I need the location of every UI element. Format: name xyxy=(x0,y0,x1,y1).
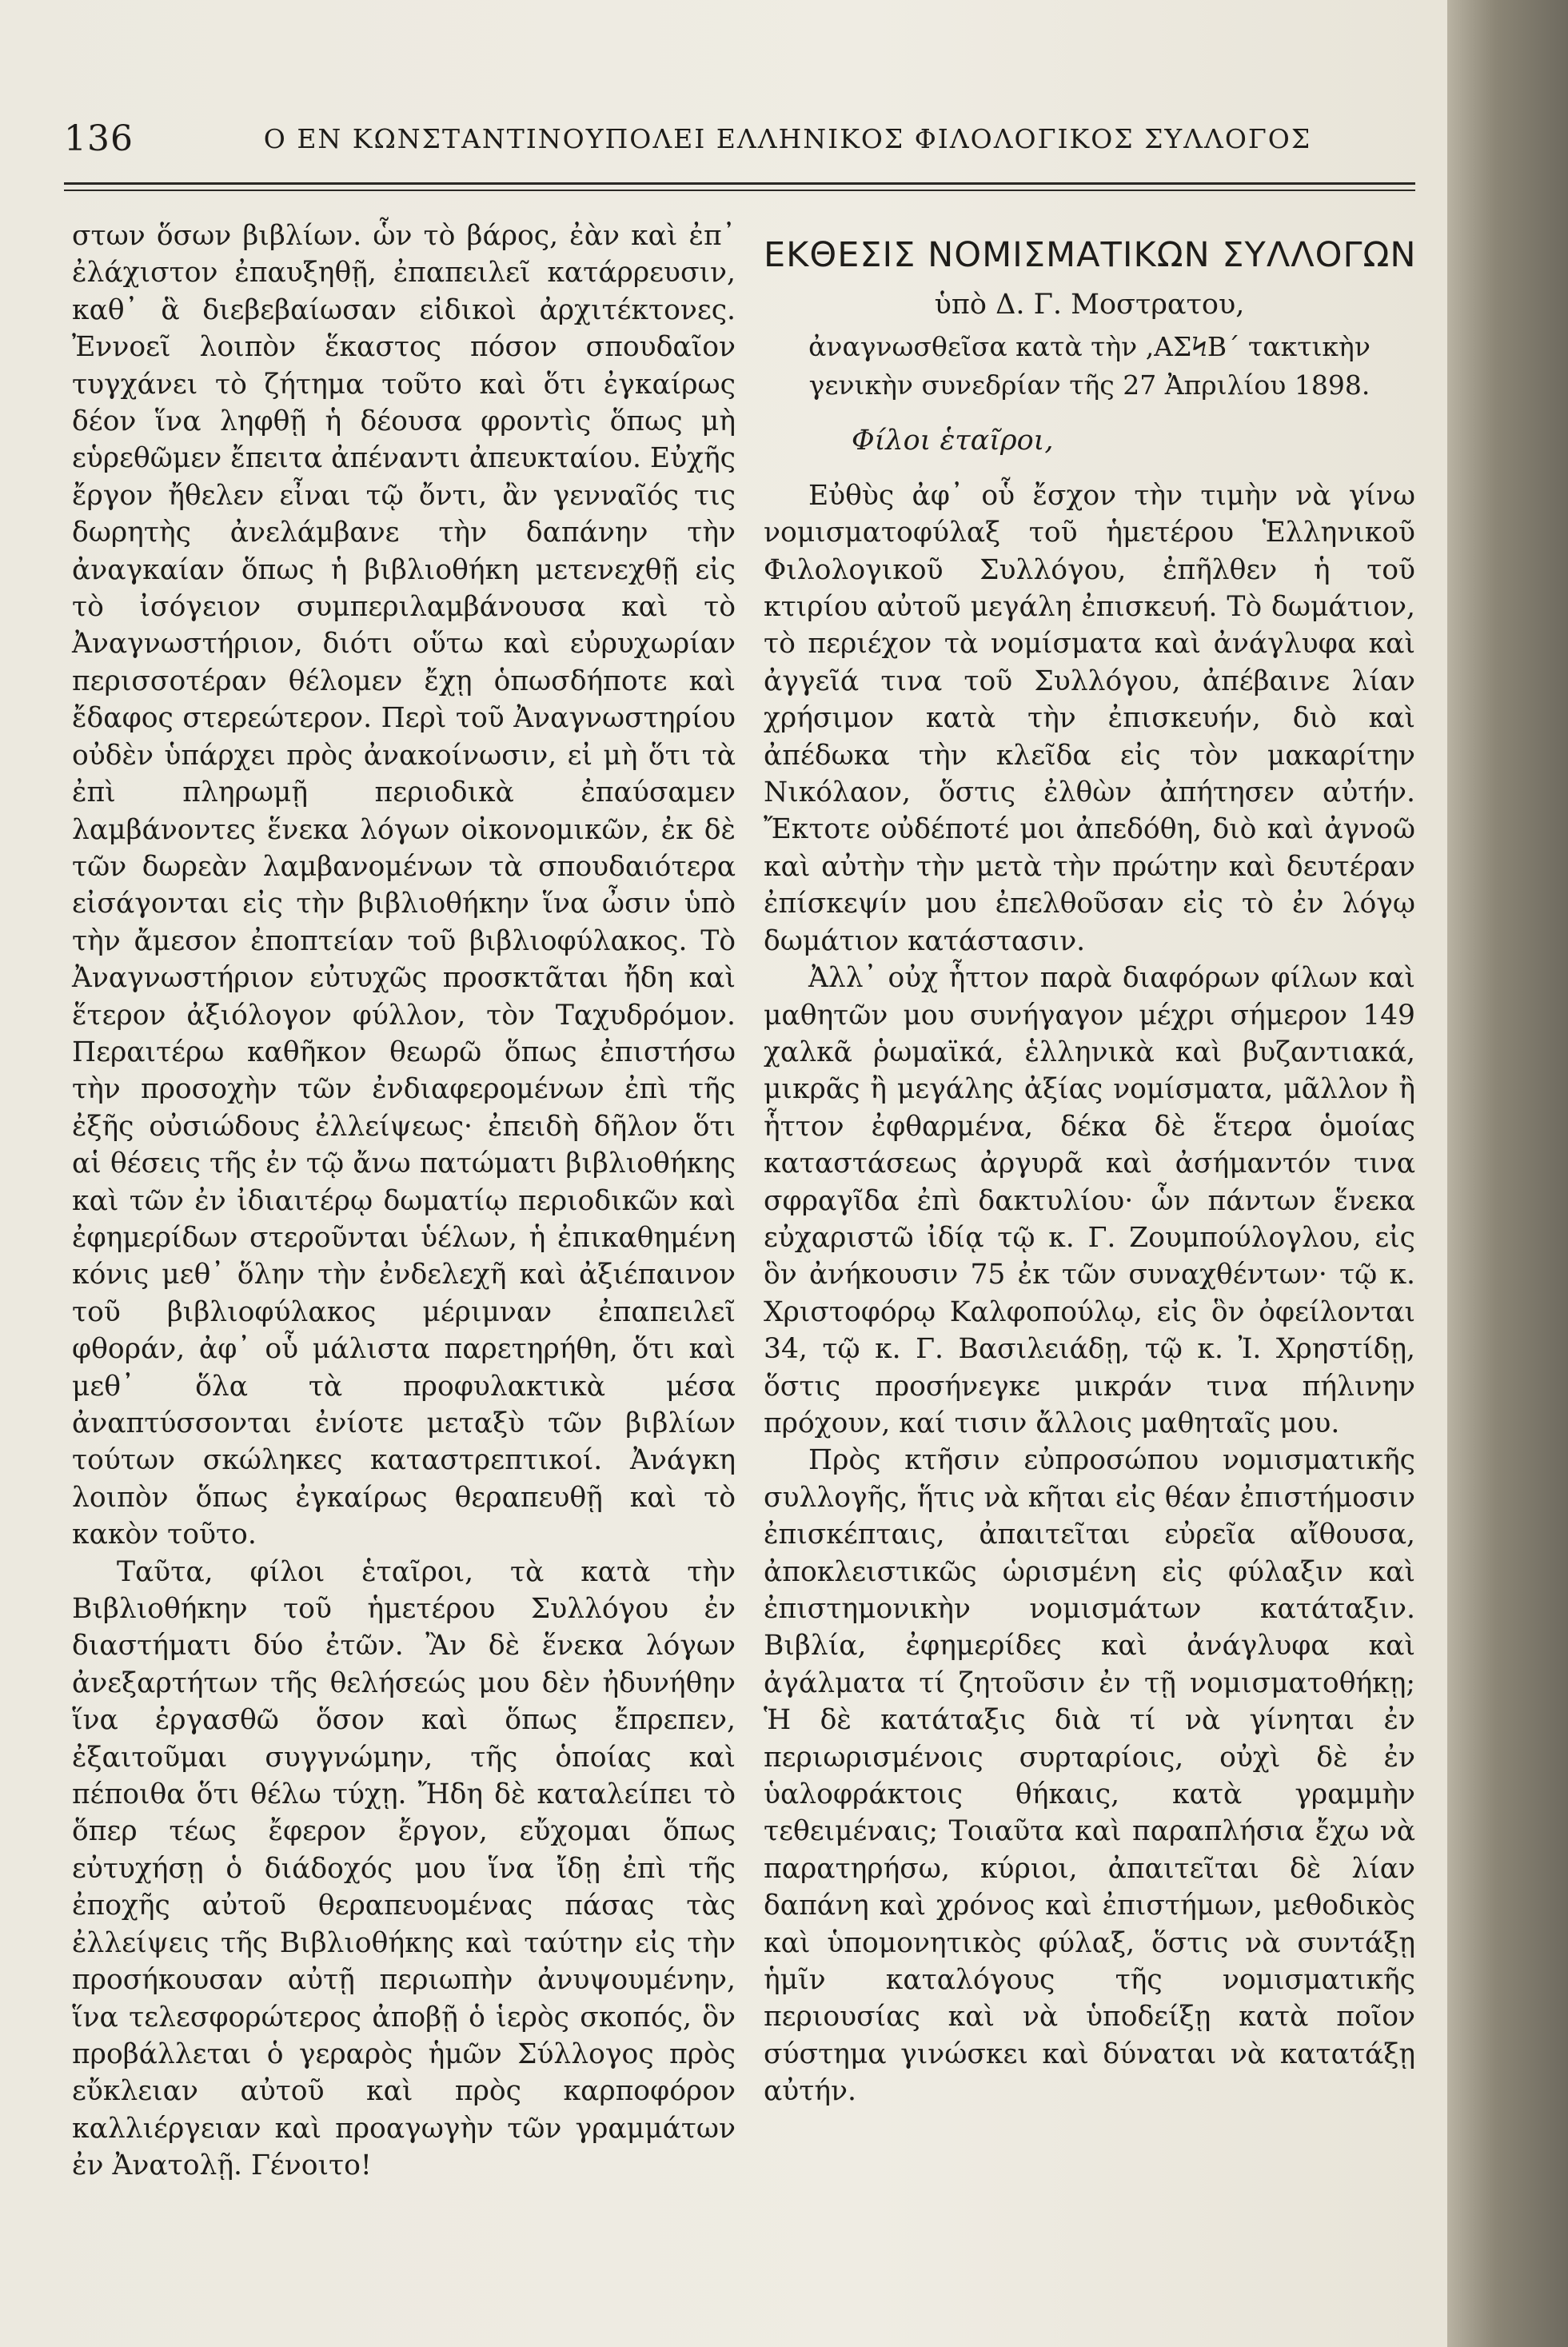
header-rule xyxy=(64,182,1415,185)
salutation: Φίλοι ἑταῖροι, xyxy=(852,425,1054,457)
right-column xyxy=(764,218,1415,2110)
left-paragraph-2: Ταῦτα, φίλοι ἑταῖροι, τὰ κατὰ τὴν Βιβλιοθήκην τοῦ ἡμετέρου Συλλόγου ἐν διαστήματι δύο ἐτῶν. Ἂν δὲ ἕνεκα λόγων ἀνεξαρτήτων τῆς θελήσεώς μου δὲν ἠδυνήθην ἵνα ἐργασθῶ ὅσον καὶ ὅπως ἔπρεπεν, ἐξαιτοῦμαι συγγνώμην, τῆς ὁποίας καὶ πέποιθα ὅτι θέλω τύχῃ. Ἤδη δὲ καταλείπει τὸ ὅπερ τέως ἔφερον ἔργον, εὔχομαι ὅπως εὐτυχήσῃ ὁ διάδοχός μου ἵνα ἴδῃ ἐπὶ τῆς ἐποχῆς αὐτοῦ θεραπευομένας πάσας τὰς ἐλλείψεις τῆς Βιβλιοθήκης καὶ ταύτην εἰς τὴν προσήκουσαν αὐτῇ περιωπὴν ἀνυψουμένην, ἵνα τελεσφορώτερος ἀποβῇ ὁ ἱερὸς σκοπός, ὃν προβάλλεται ὁ γεραρὸς ἡμῶν Σύλλογος πρὸς εὔκλειαν αὐτοῦ καὶ πρὸς καρποφόρον καλλιέργειαν καὶ προαγωγὴν τῶν γραμμάτων ἐν Ἀνατολῇ. Γένοιτο! xyxy=(72,1555,736,2182)
article-subline: ἀναγνωσθεῖσα κατὰ τὴν ,ΑΣϞΒ´ τακτικὴν γενικὴν συνεδρίαν τῆς 27 Ἀπριλίου 1898. xyxy=(808,331,1371,401)
article-title: ΕΚΘΕΣΙΣ ΝΟΜΙΣΜΑΤΙΚΩΝ ΣΥΛΛΟΓΩΝ xyxy=(764,235,1417,275)
left-column xyxy=(72,218,736,2185)
right-paragraph-1: Εὐθὺς ἀφ᾿ οὗ ἔσχον τὴν τιμὴν νὰ γίνω νομισματοφύλαξ τοῦ ἡμετέρου Ἑλληνικοῦ Φιλολογικοῦ Συλλόγου, ἐπῆλθεν ἡ τοῦ κτιρίου αὐτοῦ μεγάλη ἐπισκευή. Τὸ δωμάτιον, τὸ περιέχον τὰ νομίσματα καὶ ἀνάγλυφα καὶ ἀγγεῖά τινα τοῦ Συλλόγου, ἀπέβαινε λίαν χρήσιμον κατὰ τὴν ἐπισκευήν, διὸ καὶ ἀπέδωκα τὴν κλεῖδα εἰς τὸν μακαρίτην Νικόλαον, ὅστις ἐλθὼν ἀπήτησεν αὐτήν. Ἔκτοτε οὐδέποτέ μοι ἀπεδόθη, διὸ καὶ ἀγνοῶ καὶ αὐτὴν τὴν μετὰ τὴν πρώτην καὶ δευτέραν ἐπίσκεψίν μου ἐπελθοῦσαν εἰς τὸ ἐν λόγῳ δωμάτιον κατάστασιν. xyxy=(764,479,1415,957)
right-paragraph-2: Ἀλλ᾿ οὐχ ἧττον παρὰ διαφόρων φίλων καὶ μαθητῶν μου συνήγαγον μέχρι σήμερον 149 χαλκᾶ ῥωμαϊκά, ἑλληνικὰ καὶ βυζαντιακά, μικρᾶς ἢ μεγάλης ἀξίας νομίσματα, μᾶλλον ἢ ἧττον ἐφθαρμένα, δέκα δὲ ἕτερα ὁμοίας καταστάσεως ἀργυρᾶ καὶ ἀσήμαντόν τινα σφραγῖδα ἐπὶ δακτυλίου· ὧν πάντων ἕνεκα εὐχαριστῶ ἰδίᾳ τῷ κ. Γ. Ζουμπούλογλου, εἰς ὃν ἀνήκουσιν 75 ἐκ τῶν συναχθέντων· τῷ κ. Χριστοφόρῳ Καλφοπούλῳ, εἰς ὃν ὀφείλονται 34, τῷ κ. Γ. Βασιλειάδῃ, τῷ κ. Ἰ. Χρηστίδῃ, ὅστις προσήνεγκε μικράν τινα πήλινην πρόχουν, καί τισιν ἄλλοις μαθηταῖς μου. xyxy=(764,962,1415,1439)
page-number: 136 xyxy=(64,118,134,159)
article-byline: ὑπὸ Δ. Γ. Μοστρατου, xyxy=(934,289,1245,321)
header-rule-thin xyxy=(64,190,1415,191)
running-head: Ο ΕΝ ΚΩΝΣΤΑΝΤΙΝΟΥΠΟΛΕΙ ΕΛΛΗΝΙΚΟΣ ΦΙΛΟΛΟΓΙΚΟΣ ΣΥΛΛΟΓΟΣ xyxy=(263,123,1312,154)
right-paragraph-3: Πρὸς κτῆσιν εὐπροσώπου νομισματικῆς συλλογῆς, ἥτις νὰ κῆται εἰς θέαν ἐπιστήμοσιν ἐπισκέπταις, ἀπαιτεῖται εὐρεῖα αἴθουσα, ἀποκλειστικῶς ὡρισμένη εἰς φύλαξιν καὶ ἐπιστημονικὴν νομισμάτων κατάταξιν. Βιβλία, ἐφημερίδες καὶ ἀνάγλυφα καὶ ἀγάλματα τί ζητοῦσιν ἐν τῇ νομισματοθήκῃ; Ἡ δὲ κατάταξις διὰ τί νὰ γίνηται ἐν περιωρισμένοις συρταρίοις, οὐχὶ δὲ ἐν ὑαλοφράκτοις θήκαις, κατὰ γραμμὴν τεθειμέναις; Τοιαῦτα καὶ παραπλήσια ἔχω νὰ παρατηρήσω, κύριοι, ἀπαιτεῖται δὲ λίαν δαπάνη καὶ χρόνος καὶ ἐπιστήμων, μεθοδικὸς καὶ ὑπομονητικὸς φύλαξ, ὅστις νὰ συντάξῃ ἡμῖν καταλόγους τῆς νομισματικῆς περιουσίας καὶ νὰ ὑποδείξῃ κατὰ ποῖον σύστημα γινώσκει καὶ δύναται νὰ κατατάξῃ αὐτήν. xyxy=(764,1444,1415,2108)
book-spine-shadow xyxy=(1447,0,1568,2347)
page-header xyxy=(64,112,1415,176)
left-paragraph-1: στων ὅσων βιβλίων. ὧν τὸ βάρος, ἐὰν καὶ ἐπ᾿ ἐλάχιστον ἐπαυξηθῇ, ἐπαπειλεῖ κατάρρευσιν, καθ᾿ ἃ διεβεβαίωσαν εἰδικοὶ ἀρχιτέκτονες. Ἐννοεῖ λοιπὸν ἕκαστος πόσον σπουδαῖον τυγχάνει τὸ ζήτημα τοῦτο καὶ ὅτι ἐγκαίρως δέον ἵνα ληφθῇ ἡ δέουσα φροντὶς ὅπως μὴ εὑρεθῶμεν ἔπειτα ἀπέναντι ἀπευκταίου. Εὐχῆς ἔργον ἤθελεν εἶναι τῷ ὄντι, ἂν γενναῖός τις δωρητὴς ἀνελάμβανε τὴν δαπάνην τὴν ἀναγκαίαν ὅπως ἡ βιβλιοθήκη μετενεχθῇ εἰς τὸ ἰσόγειον συμπεριλαμβάνουσα καὶ τὸ Ἀναγνωστήριον, διότι οὕτω καὶ εὐρυχωρίαν περισσοτέραν θέλομεν ἔχῃ ὁπωσδήποτε καὶ ἔδαφος στερεώτερον. Περὶ τοῦ Ἀναγνωστηρίου οὐδὲν ὑπάρχει πρὸς ἀνακοίνωσιν, εἰ μὴ ὅτι τὰ ἐπὶ πληρωμῇ περιοδικὰ ἐπαύσαμεν λαμβάνοντες ἕνεκα λόγων οἰκονομικῶν, ἐκ δὲ τῶν δωρεὰν λαμβανομένων τὰ σπουδαιότερα εἰσάγονται εἰς τὴν βιβλιοθήκην ἵνα ὦσιν ὑπὸ τὴν ἄμεσον ἐποπτείαν τοῦ βιβλιοφύλακος. Τὸ Ἀναγνωστήριον εὐτυχῶς προσκτᾶται ἤδη καὶ ἕτερον ἀξιόλογον φύλλον, τὸν Ταχυδρόμον. Περαιτέρω καθῆκον θεωρῶ ὅπως ἐπιστήσω τὴν προσοχὴν τῶν ἐνδιαφερομένων ἐπὶ τῆς ἐξῆς οὐσιώδους ἐλλείψεως· ἐπειδὴ δῆλον ὅτι αἱ θέσεις τῆς ἐν τῷ ἄνω πατώματι βιβλιοθήκης καὶ τῶν ἐν ἰδιαιτέρῳ δωματίῳ περιοδικῶν καὶ ἐφημερίδων στεροῦνται ὑέλων, ἡ ἐπικαθημένη κόνις μεθ᾿ ὅλην τὴν ἐνδελεχῆ καὶ ἀξιέπαινον τοῦ βιβλιοφύλακος μέριμναν ἐπαπειλεῖ φθοράν, ἀφ᾿ οὗ μάλιστα παρετηρήθη, ὅτι καὶ μεθ᾿ ὅλα τὰ προφυλακτικὰ μέσα ἀναπτύσσονται ἐνίοτε μεταξὺ τῶν βιβλίων τούτων σκώληκες καταστρεπτικοί. Ἀνάγκη λοιπὸν ὅπως ἐγκαίρως θεραπευθῇ καὶ τὸ κακὸν τοῦτο. xyxy=(72,220,736,1551)
